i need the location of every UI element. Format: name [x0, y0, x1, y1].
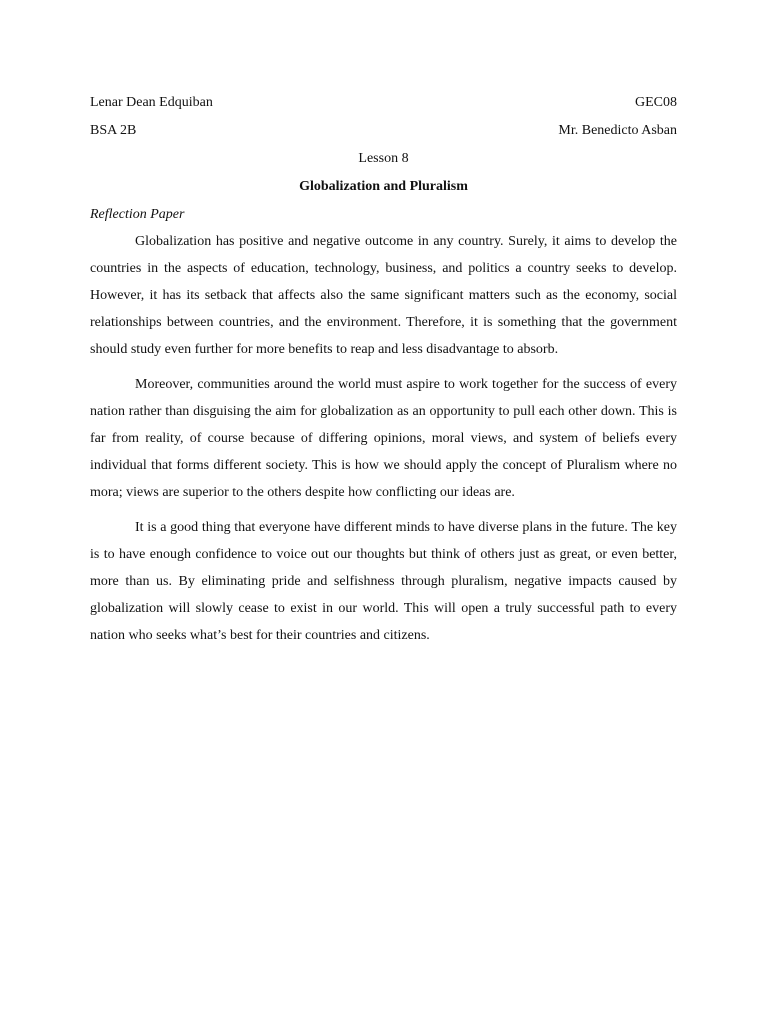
- document-title: Globalization and Pluralism: [299, 179, 468, 194]
- header-row-1: [90, 93, 677, 113]
- course-code: GEC08: [635, 95, 677, 110]
- lesson-number: Lesson 8: [358, 151, 409, 166]
- paragraph-3: It is a good thing that everyone have different minds to have diverse plans in the future. The key is to have enough confidence to voice out our thoughts but think of others just as great, or even better, more than us. By eliminating pride and selfishness through pluralism, negative impacts caused by globalization will slowly cease to exist in our world. This will open a truly successful path to every nation who seeks what’s best for their countries and citizens.: [90, 520, 677, 643]
- paragraph-1: Globalization has positive and negative outcome in any country. Surely, it aims to develop the countries in the aspects of education, technology, business, and politics a country seeks to develop. However, it has its setback that affects also the same significant matters such as the economy, social relationships between countries, and the environment. Therefore, it is something that the government should study even further for more benefits to reap and less disadvantage to absorb.: [90, 234, 677, 357]
- document-subtitle: Reflection Paper: [90, 207, 185, 222]
- paragraph-2: Moreover, communities around the world must aspire to work together for the success of every nation rather than disguising the aim for globalization as an opportunity to pull each other down. This is far from reality, of course because of differing opinions, moral views, and system of beliefs every individual that forms different society. This is how we should apply the concept of Pluralism where no mora; views are superior to the others despite how conflicting our ideas are.: [90, 377, 677, 500]
- header-row-2: [90, 121, 677, 141]
- instructor-name: Mr. Benedicto Asban: [558, 123, 677, 138]
- author-name: Lenar Dean Edquiban: [90, 95, 213, 110]
- document-page: [90, 93, 677, 649]
- section-name: BSA 2B: [90, 123, 137, 138]
